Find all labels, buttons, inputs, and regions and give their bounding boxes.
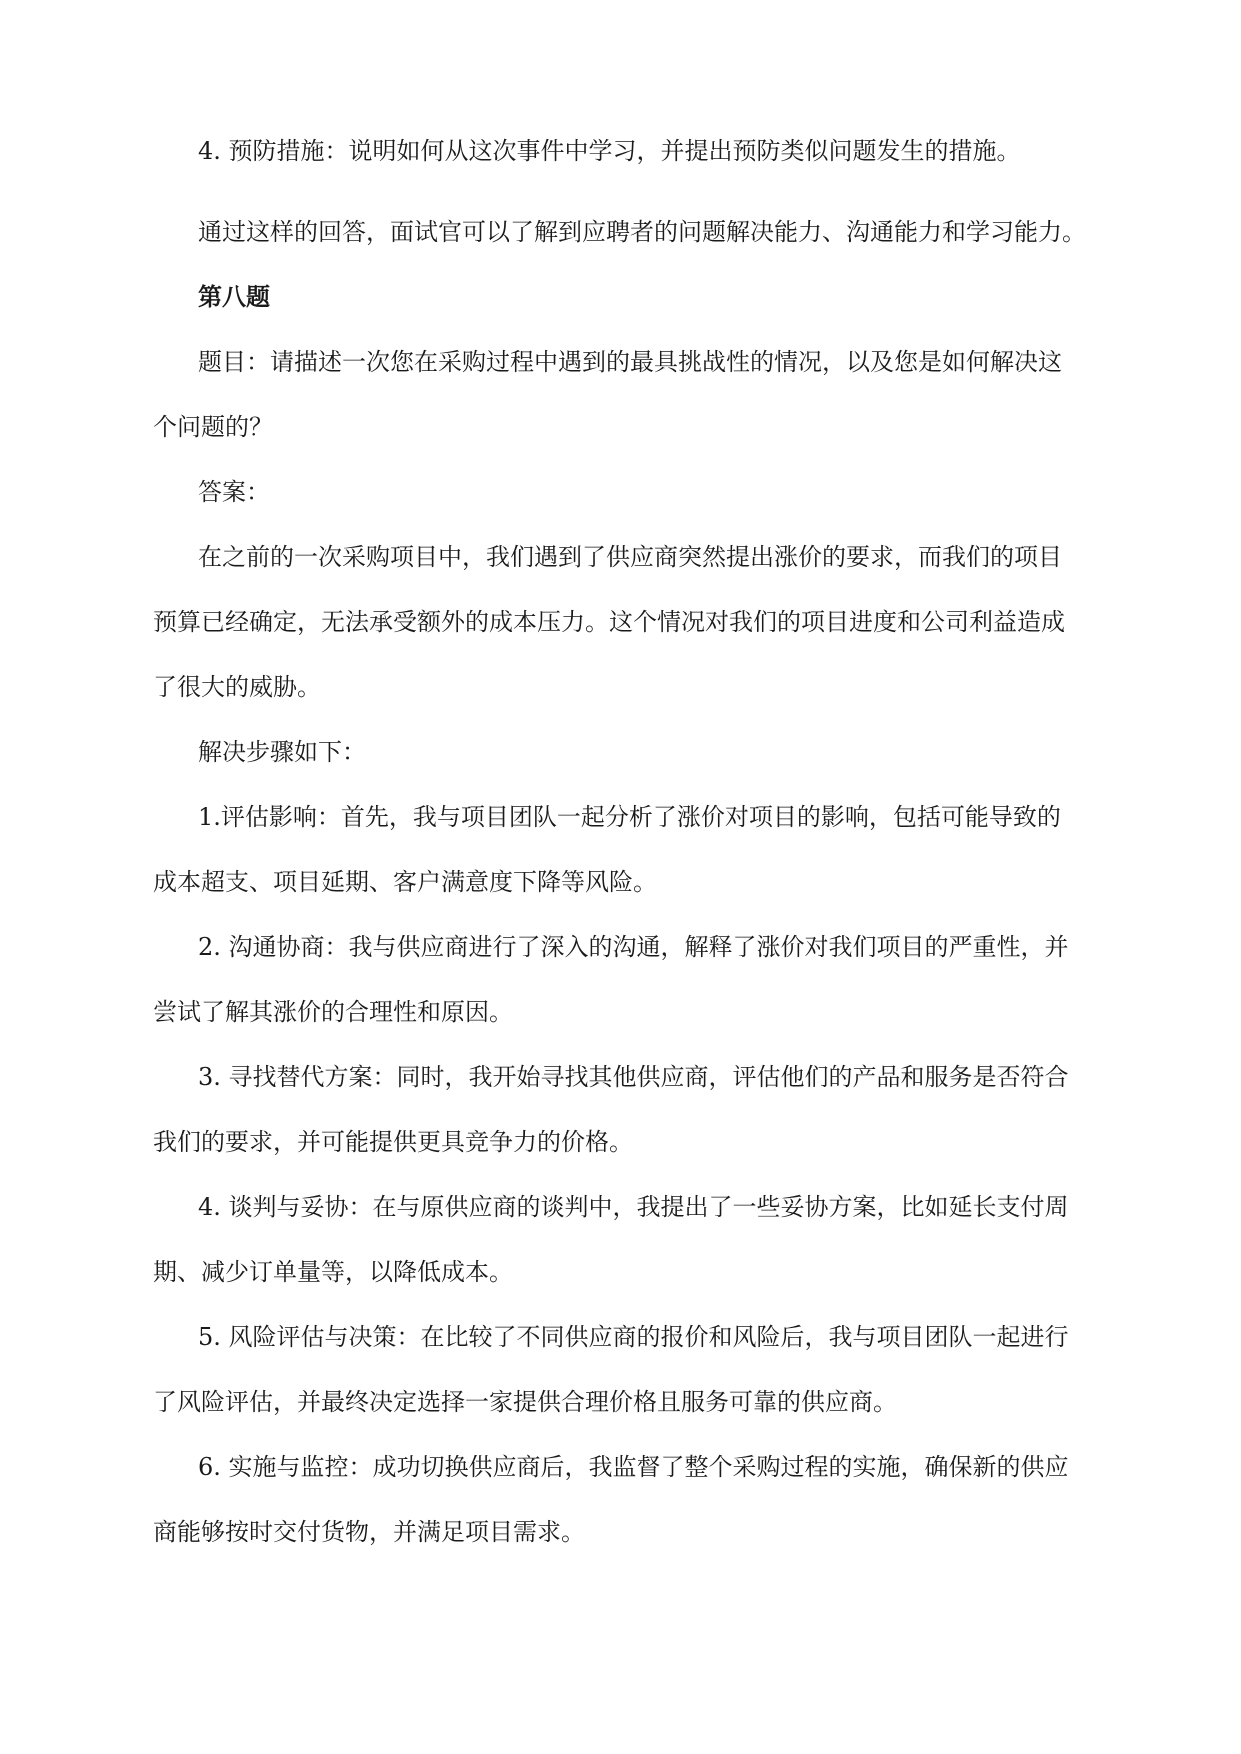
paragraph-line: 题目：请描述一次您在采购过程中遇到的最具挑战性的情况，以及您是如何解决这 — [198, 348, 1062, 376]
paragraph-line: 个问题的？ — [153, 413, 273, 441]
paragraph-line: 期、减少订单量等，以降低成本。 — [153, 1258, 513, 1286]
paragraph-line: 4. 谈判与妥协：在与原供应商的谈判中，我提出了一些妥协方案，比如延长支付周 — [198, 1193, 1069, 1221]
paragraph-line: 商能够按时交付货物，并满足项目需求。 — [153, 1518, 585, 1546]
section-heading: 第八题 — [198, 283, 270, 311]
paragraph-line: 解决步骤如下： — [198, 738, 366, 766]
paragraph-line: 3. 寻找替代方案：同时，我开始寻找其他供应商，评估他们的产品和服务是否符合 — [198, 1063, 1069, 1091]
paragraph-line: 4. 预防措施：说明如何从这次事件中学习，并提出预防类似问题发生的措施。 — [198, 137, 1021, 165]
paragraph-line: 1.评估影响：首先，我与项目团队一起分析了涨价对项目的影响，包括可能导致的 — [198, 803, 1061, 831]
paragraph-line: 我们的要求，并可能提供更具竞争力的价格。 — [153, 1128, 633, 1156]
paragraph-line: 答案： — [198, 478, 270, 506]
paragraph-line: 6. 实施与监控：成功切换供应商后，我监督了整个采购过程的实施，确保新的供应 — [198, 1453, 1069, 1481]
paragraph-line: 在之前的一次采购项目中，我们遇到了供应商突然提出涨价的要求，而我们的项目 — [198, 543, 1062, 571]
paragraph-line: 预算已经确定，无法承受额外的成本压力。这个情况对我们的项目进度和公司利益造成 — [153, 608, 1065, 636]
paragraph-line: 通过这样的回答，面试官可以了解到应聘者的问题解决能力、沟通能力和学习能力。 — [198, 218, 1086, 246]
paragraph-line: 2. 沟通协商：我与供应商进行了深入的沟通，解释了涨价对我们项目的严重性，并 — [198, 933, 1069, 961]
paragraph-line: 了风险评估，并最终决定选择一家提供合理价格且服务可靠的供应商。 — [153, 1388, 897, 1416]
paragraph-line: 了很大的威胁。 — [153, 673, 321, 701]
paragraph-line: 尝试了解其涨价的合理性和原因。 — [153, 998, 513, 1026]
paragraph-line: 5. 风险评估与决策：在比较了不同供应商的报价和风险后，我与项目团队一起进行 — [198, 1323, 1069, 1351]
paragraph-line: 成本超支、项目延期、客户满意度下降等风险。 — [153, 868, 657, 896]
